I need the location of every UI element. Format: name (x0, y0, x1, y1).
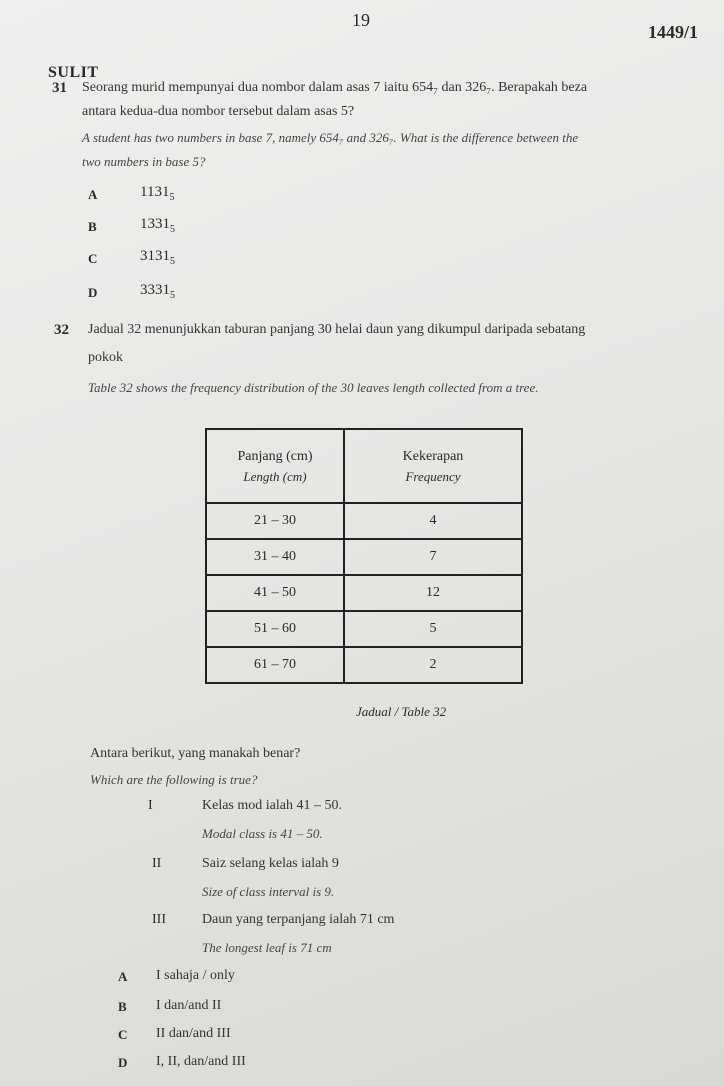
question-31-malay-line-1: Seorang murid mempunyai dua nombor dalam asas 7 iaitu 654₇ dan 326₇. Berapakah beza (82, 80, 588, 95)
option-32-a[interactable] (118, 968, 235, 986)
option-letter: A (88, 187, 98, 202)
table-header-frequency (344, 429, 522, 503)
option-base: 5 (170, 290, 175, 301)
option-base: 5 (170, 224, 175, 235)
header-length-english: Length (cm) (243, 468, 307, 484)
option-31-c[interactable] (88, 248, 175, 268)
cell-length: 51 – 60 (206, 611, 344, 647)
page-number: 19 (352, 10, 370, 30)
cell-length: 41 – 50 (206, 575, 344, 611)
statement-iii-malay: Daun yang terpanjang ialah 71 cm (202, 912, 395, 927)
table-row (206, 539, 522, 575)
question-31-english-line-1: A student has two numbers in base 7, namely 654₇ and 326₇. What is the difference between the (82, 130, 579, 145)
option-31-d[interactable] (88, 282, 175, 302)
table-header-row (206, 429, 522, 503)
question-32-prompt-malay: Antara berikut, yang manakah benar? (90, 746, 301, 761)
table-row (206, 611, 522, 647)
question-32-prompt-english: Which are the following is true? (90, 772, 258, 787)
question-31-number: 31 (52, 80, 67, 96)
question-32-english-line: Table 32 shows the frequency distribution of the 30 leaves length collected from a tree. (88, 380, 539, 395)
question-31-english-line-2: two numbers in base 5? (82, 154, 206, 169)
option-base: 5 (169, 192, 175, 203)
option-text: II dan/and III (156, 1026, 231, 1041)
option-base: 5 (170, 256, 175, 267)
question-31-malay-line-2: antara kedua-dua nombor tersebut dalam asas 5? (82, 104, 355, 119)
option-32-b[interactable] (118, 998, 222, 1016)
option-32-c[interactable] (118, 1026, 231, 1044)
option-letter: C (118, 1027, 128, 1042)
header-frequency-malay: Kekerapan (402, 448, 464, 464)
option-text: I dan/and II (156, 998, 222, 1013)
cell-length: 61 – 70 (206, 647, 344, 683)
statement-ii-english: Size of class interval is 9. (202, 884, 335, 899)
option-value: 1331 (140, 216, 170, 232)
option-value: 1131 (140, 184, 170, 200)
statement-iii-english: The longest leaf is 71 cm (202, 940, 332, 955)
option-32-d[interactable] (118, 1054, 246, 1072)
option-value: 3331 (140, 282, 170, 298)
statement-i-malay: Kelas mod ialah 41 – 50. (202, 798, 342, 813)
table-row (206, 575, 522, 611)
cell-frequency: 12 (344, 575, 522, 611)
cell-length: 21 – 30 (206, 503, 344, 539)
option-letter: B (88, 219, 97, 234)
table-caption: Jadual / Table 32 (356, 704, 447, 719)
option-31-b[interactable] (88, 216, 175, 236)
cell-length: 31 – 40 (206, 539, 344, 575)
table-row (206, 503, 522, 539)
statement-i-english: Modal class is 41 – 50. (202, 826, 323, 841)
statement-roman-ii: II (152, 856, 162, 871)
statement-roman-iii: III (152, 912, 166, 927)
table-header-length (206, 429, 344, 503)
cell-frequency: 5 (344, 611, 522, 647)
question-32-malay-line-1: Jadual 32 menunjukkan taburan panjang 30 helai daun yang dikumpul daripada sebatang (88, 322, 586, 337)
option-letter: D (88, 285, 98, 300)
question-32-malay-line-2: pokok (88, 350, 123, 365)
option-text: I, II, dan/and III (156, 1054, 246, 1069)
frequency-table (205, 428, 523, 684)
paper-code: 1449/1 (648, 22, 699, 42)
statement-roman-i: I (148, 798, 153, 813)
option-letter: B (118, 999, 127, 1014)
option-31-a[interactable] (88, 184, 175, 204)
cell-frequency: 4 (344, 503, 522, 539)
table-row (206, 647, 522, 683)
statement-ii-malay: Saiz selang kelas ialah 9 (202, 856, 339, 871)
option-letter: C (88, 251, 98, 266)
option-letter: D (118, 1055, 128, 1070)
cell-frequency: 2 (344, 647, 522, 683)
cell-frequency: 7 (344, 539, 522, 575)
option-value: 3131 (140, 248, 170, 264)
header-length-malay: Panjang (cm) (237, 448, 313, 464)
classification-label: SULIT (48, 64, 99, 81)
header-frequency-english: Frequency (405, 468, 461, 484)
option-text: I sahaja / only (156, 968, 235, 983)
option-letter: A (118, 969, 128, 984)
question-32-number: 32 (54, 322, 69, 338)
